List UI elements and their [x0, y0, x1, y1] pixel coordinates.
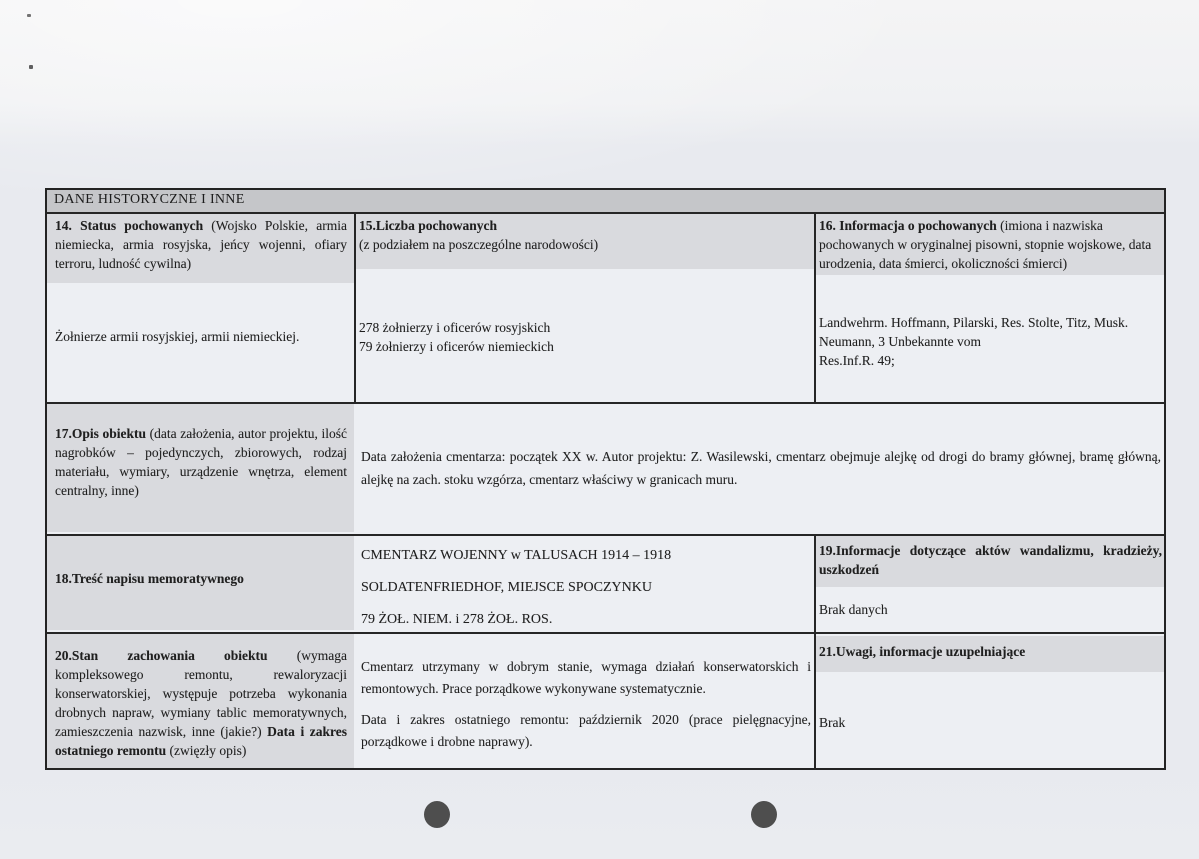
field-15-value — [359, 318, 809, 356]
field-21-value: Brak — [819, 715, 846, 730]
value-line: Landwehrm. Hoffmann, Pilarski, Res. Stolte, Titz, Musk. — [819, 315, 1129, 330]
value-line: CMENTARZ WOJENNY w TALUSACH 1914 – 1918 — [361, 548, 672, 563]
hole-punch-left — [424, 801, 450, 828]
field-14-value: Żołnierze armii rosyjskiej, armii niemieckiej. — [55, 329, 300, 344]
field-18-value — [361, 546, 811, 629]
field-15-label — [359, 216, 809, 254]
field-20-label-end: (zwięzły opis) — [166, 743, 247, 758]
grid-line — [47, 402, 1164, 404]
field-20-label-detail: (wymaga kompleksowego remontu, rewaloryzacji konserwatorskiej, występuje potrzeba wykonania drobnych napraw, wymiany tablic memoratywnych, zamieszczenia nazwisk, inne (jakie?) — [55, 648, 347, 739]
grid-line — [814, 534, 816, 770]
field-16-label-detail: (imiona i nazwiska pochowanych w oryginalnej pisowni, stopnie wojskowe, data urodzenia, data śmierci, okoliczności śmierci) — [819, 218, 1152, 271]
field-19-value: Brak danych — [819, 602, 888, 617]
section-header-title: DANE HISTORYCZNE I INNE — [54, 192, 245, 207]
field-14-label-number: 14. Status pochowanych — [55, 218, 204, 233]
hole-punch-right — [751, 801, 777, 828]
field-14-label-detail: (Wojsko Polskie, armia niemiecka, armia rosyjska, jeńcy wojenni, ofiary terroru, ludność cywilna) — [55, 218, 347, 271]
value-paragraph: Data i zakres ostatniego remontu: październik 2020 (prace pielęgnacyjne, porządkowe i drobne naprawy). — [361, 712, 811, 749]
value-line: 79 ŻOŁ. NIEM. i 278 ŻOŁ. ROS. — [361, 612, 553, 627]
field-19-label: 19.Informacje dotyczące aktów wandalizmu, kradzieży, uszkodzeń — [819, 543, 1162, 577]
field-14-label — [55, 216, 347, 273]
paper-speck — [27, 14, 31, 17]
grid-line — [47, 632, 1164, 634]
field-16-label-number: 16. Informacja o pochowanych — [819, 218, 997, 233]
grid-line — [814, 212, 816, 402]
field-17-value: Data założenia cmentarza: początek XX w. Autor projektu: Z. Wasilewski, cmentarz obejmuje alejkę od drogi do bramy głównej, bramę główną, alejkę na zach. stoku wzgórza, cmentarz właściwy w granicach muru. — [361, 449, 1161, 487]
value-line: 79 żołnierzy i oficerów niemieckich — [359, 339, 554, 354]
field-17-label-detail: (data założenia, autor projektu, ilość nagrobków – pojedynczych, zbiorowych, rodzaj materiału, wymiary, urządzenie wnętrza, element centralny, inne) — [55, 426, 347, 498]
field-16-value — [819, 313, 1164, 370]
field-17-label-number: 17.Opis obiektu — [55, 426, 147, 441]
value-line: 278 żołnierzy i oficerów rosyjskich — [359, 320, 551, 335]
field-20-label-number: 20.Stan zachowania obiektu — [55, 648, 268, 663]
value-line: Neumann, 3 Unbekannte vom — [819, 334, 981, 349]
field-21-label: 21.Uwagi, informacje uzupelniające — [819, 644, 1026, 659]
grid-line — [47, 212, 1164, 214]
grid-line — [47, 534, 1164, 536]
field-20-value — [361, 656, 811, 762]
field-20-label-remont: Data i zakres ostatniego remontu — [55, 724, 347, 758]
form-table — [45, 188, 1166, 770]
field-18-label: 18.Treść napisu memoratywnego — [55, 571, 244, 586]
value-line: SOLDATENFRIEDHOF, MIEJSCE SPOCZYNKU — [361, 580, 652, 595]
grid-line — [354, 212, 356, 402]
field-17-label — [55, 424, 347, 500]
value-line: Res.Inf.R. 49; — [819, 353, 895, 368]
value-paragraph: Cmentarz utrzymany w dobrym stanie, wymaga działań konserwatorskich i remontowych. Prace porządkowe wykonywane systematycznie. — [361, 659, 811, 696]
paper-speck — [29, 65, 33, 69]
field-16-label — [819, 216, 1161, 273]
field-15-label-detail: (z podziałem na poszczególne narodowości) — [359, 237, 599, 252]
field-15-label-number: 15.Liczba pochowanych — [359, 218, 498, 233]
field-20-label — [55, 646, 347, 760]
